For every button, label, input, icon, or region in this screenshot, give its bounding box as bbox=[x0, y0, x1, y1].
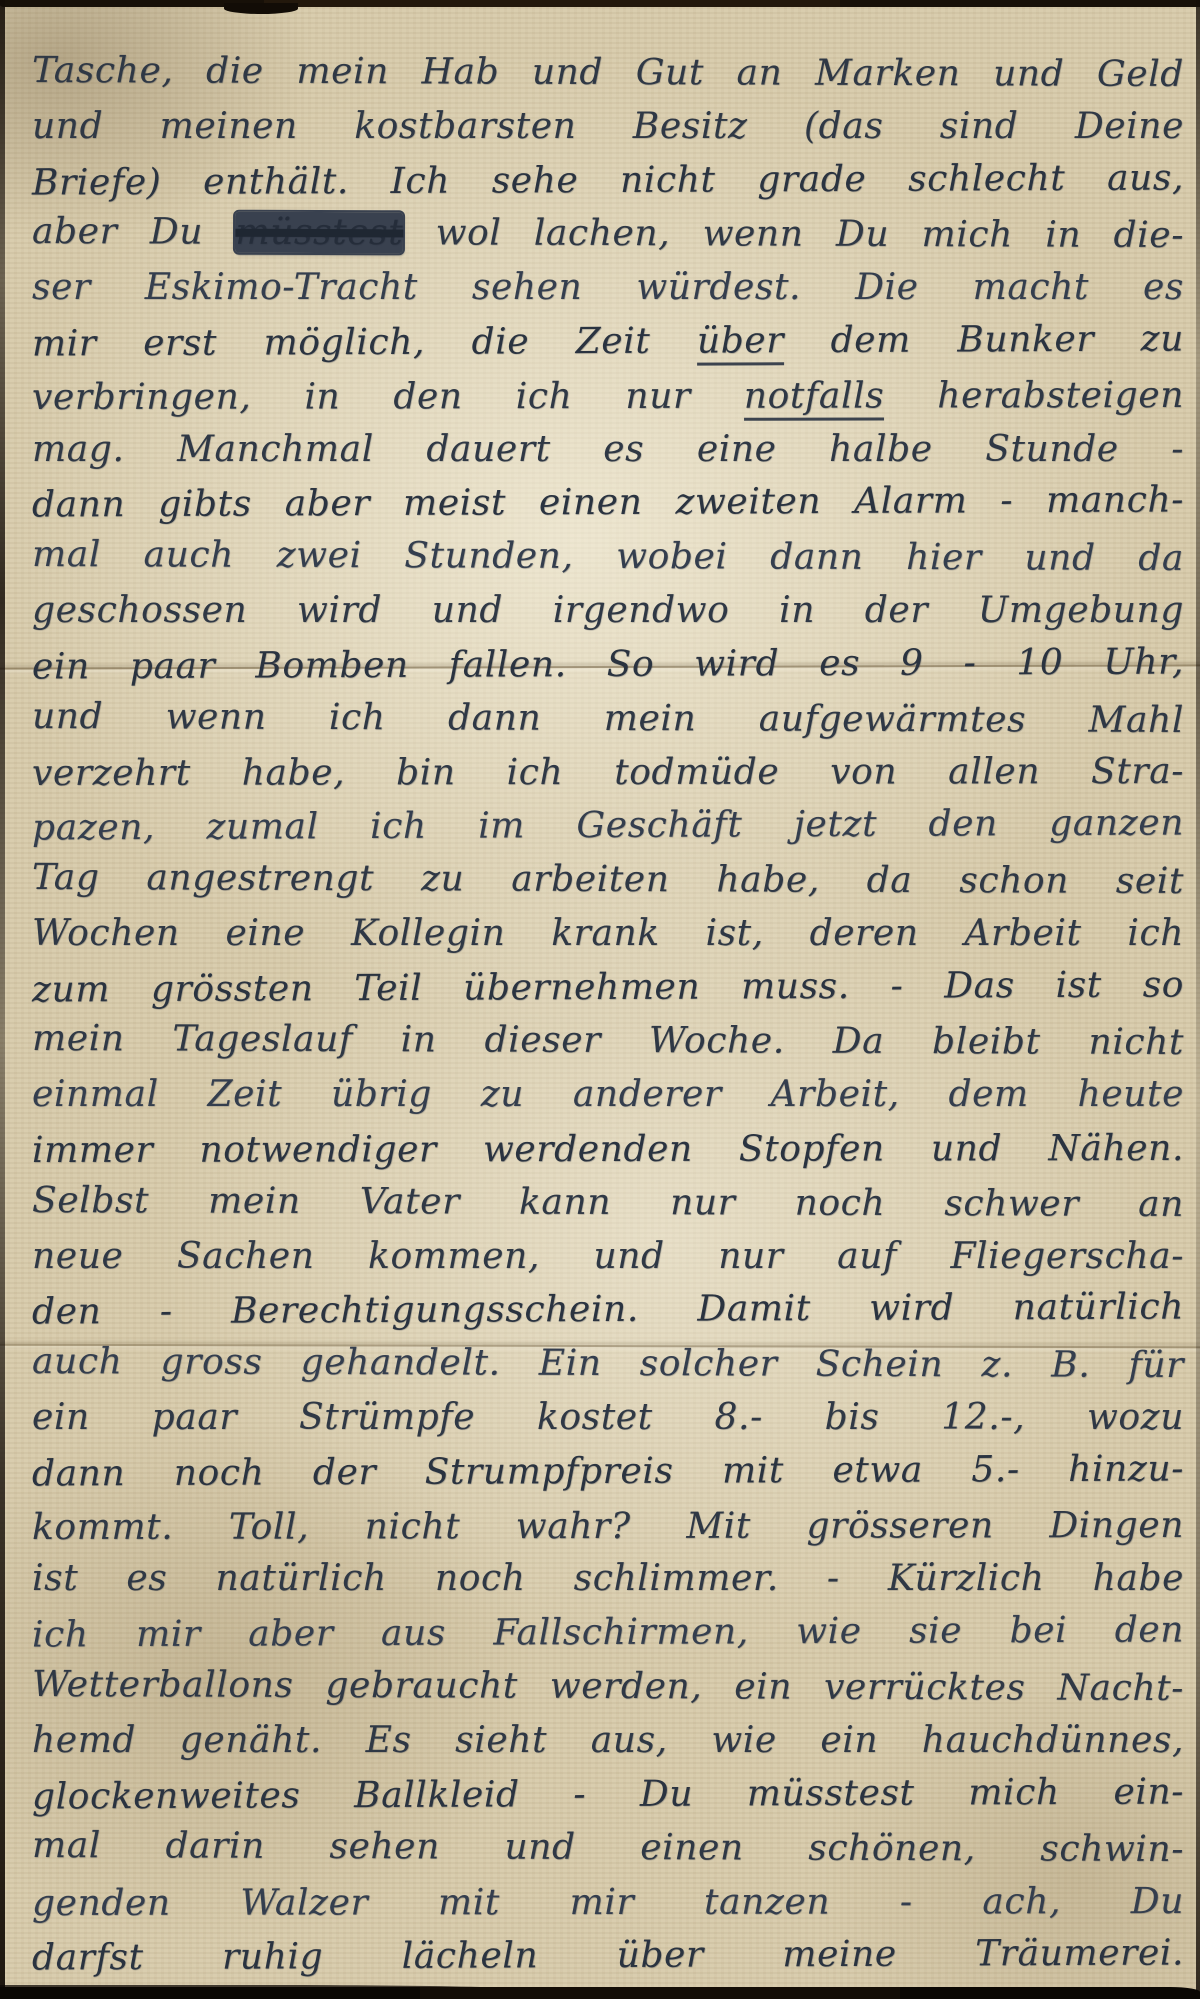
handwriting-segment: mal darin sehen und einen schönen, schwin- bbox=[31, 1825, 1185, 1871]
handwriting-segment: immer notwendiger werdenden Stopfen und Nähen. bbox=[31, 1127, 1185, 1171]
handwriting-segment: genden Walzer mit mir tanzen - ach, Du bbox=[31, 1881, 1185, 1925]
handwriting-line bbox=[32, 1604, 1184, 1663]
handwriting-segment: ser Eskimo-Tracht sehen würdest. Die macht es bbox=[32, 267, 1184, 309]
handwriting-line bbox=[32, 474, 1184, 533]
handwriting-line bbox=[32, 797, 1184, 856]
handwriting-line bbox=[32, 851, 1184, 909]
handwriting-segment: geschossen wird und irgendwo in der Umgebung bbox=[32, 589, 1184, 631]
handwriting-segment: darfst ruhig lächeln über meine Träumerei. bbox=[31, 1932, 1185, 1979]
handwriting-line bbox=[32, 1658, 1184, 1716]
handwriting-line bbox=[32, 584, 1184, 638]
scan-edge-mark bbox=[224, 3, 298, 14]
handwriting-segment: dem Bunker zu bbox=[783, 318, 1185, 362]
handwriting-line bbox=[32, 312, 1184, 371]
letter-body bbox=[32, 46, 1184, 1983]
handwriting-segment: mein Tageslauf in dieser Woche. Da bleibt nicht bbox=[31, 1018, 1185, 1064]
handwriting-line bbox=[32, 44, 1184, 102]
handwriting-line bbox=[32, 1012, 1184, 1070]
handwriting-segment: hemd genäht. Es sieht aus, wie ein hauchdünnes, bbox=[32, 1719, 1184, 1761]
handwriting-line bbox=[32, 1819, 1184, 1877]
handwriting-segment: und wenn ich dann mein aufgewärmtes Mahl bbox=[31, 695, 1185, 741]
handwriting-line bbox=[32, 690, 1184, 748]
scan-edge-left bbox=[0, 0, 5, 1999]
handwriting-segment: Tasche, die mein Hab und Gut an Marken und Geld bbox=[31, 49, 1185, 96]
handwriting-segment: ich mir aber aus Fallschirmen, wie sie bei den bbox=[31, 1609, 1185, 1656]
handwriting-segment: ist es natürlich noch schlimmer. - Kürzlich habe bbox=[32, 1558, 1184, 1600]
scan-edge-top bbox=[0, 0, 1200, 7]
handwriting-line bbox=[32, 1552, 1184, 1606]
handwriting-line bbox=[32, 1281, 1184, 1340]
underlined-word: über bbox=[697, 320, 784, 365]
handwriting-segment: mal auch zwei Stunden, wobei dann hier und da bbox=[31, 534, 1185, 580]
handwriting-line bbox=[32, 1499, 1184, 1555]
handwriting-line bbox=[32, 635, 1184, 694]
handwriting-line bbox=[32, 1335, 1184, 1393]
handwriting-line bbox=[32, 907, 1184, 961]
handwriting-line bbox=[32, 1174, 1184, 1232]
handwriting-segment: pazen, zumal ich im Geschäft jetzt den ganzen bbox=[31, 802, 1185, 849]
handwriting-line bbox=[32, 1391, 1184, 1445]
handwriting-segment: kommt. Toll, nicht wahr? Mit grösseren Dingen bbox=[31, 1504, 1185, 1548]
handwriting-line bbox=[32, 100, 1184, 154]
handwriting-segment: Wochen eine Kollegin krank ist, deren Arbeit ich bbox=[32, 912, 1184, 954]
handwriting-segment: Briefe) enthält. Ich sehe nicht grade schlecht aus, bbox=[31, 157, 1185, 204]
handwriting-segment: zum grössten Teil übernehmen muss. - Das ist so bbox=[31, 964, 1185, 1011]
handwriting-segment: dann gibts aber meist einen zweiten Alarm - manch- bbox=[31, 479, 1185, 526]
handwriting-line bbox=[32, 423, 1184, 477]
handwriting-line bbox=[32, 1068, 1184, 1122]
handwriting-line bbox=[32, 1765, 1184, 1824]
handwriting-segment: verzehrt habe, bin ich todmüde von allen Stra- bbox=[31, 751, 1185, 795]
handwriting-line bbox=[32, 261, 1184, 315]
handwriting-segment: Tag angestrengt zu arbeiten habe, da schon seit bbox=[31, 856, 1185, 902]
handwriting-segment: ein paar Strümpfe kostet 8.- bis 12.-, wozu bbox=[32, 1396, 1184, 1438]
handwriting-segment: verbringen, in den ich nur bbox=[31, 375, 744, 418]
handwriting-segment: Wetterballons gebraucht werden, ein verrücktes Nacht- bbox=[31, 1663, 1185, 1709]
handwriting-line bbox=[32, 745, 1184, 801]
handwriting-line bbox=[32, 151, 1184, 210]
handwriting-line bbox=[32, 369, 1184, 425]
handwriting-segment: wol lachen, wenn Du mich in die- bbox=[403, 212, 1185, 257]
handwriting-segment: ein paar Bomben fallen. So wird es 9 - 10 Uhr, bbox=[31, 641, 1185, 688]
scan-edge-bottom bbox=[0, 1987, 1200, 1999]
handwriting-segment: dann noch der Strumpfpreis mit etwa 5.- hinzu- bbox=[31, 1448, 1185, 1495]
crossed-out-word: müsstest bbox=[235, 212, 404, 254]
handwriting-line bbox=[32, 205, 1184, 263]
handwriting-line bbox=[32, 958, 1184, 1017]
handwriting-segment: neue Sachen kommen, und nur auf Fliegerscha- bbox=[32, 1235, 1184, 1277]
handwriting-segment: einmal Zeit übrig zu anderer Arbeit, dem heute bbox=[32, 1074, 1184, 1116]
handwriting-segment: Selbst mein Vater kann nur noch schwer an bbox=[31, 1179, 1185, 1225]
underlined-word: notfalls bbox=[744, 375, 885, 420]
handwriting-line bbox=[32, 528, 1184, 586]
handwriting-line bbox=[32, 1926, 1184, 1985]
scan-edge-right bbox=[1196, 0, 1200, 1999]
handwriting-segment: aber Du bbox=[31, 211, 236, 254]
handwriting-segment: mir erst möglich, die Zeit bbox=[31, 320, 697, 365]
handwriting-segment: den - Berechtigungsschein. Damit wird natürlich bbox=[31, 1286, 1185, 1333]
handwriting-segment: mag. Manchmal dauert es eine halbe Stunde - bbox=[32, 428, 1184, 470]
handwriting-segment: und meinen kostbarsten Besitz (das sind Deine bbox=[32, 105, 1184, 147]
handwriting-line bbox=[32, 1230, 1184, 1284]
handwriting-segment: auch gross gehandelt. Ein solcher Schein z. B. für bbox=[31, 1341, 1185, 1387]
handwriting-line bbox=[32, 1122, 1184, 1178]
handwriting-line bbox=[32, 1442, 1184, 1501]
handwriting-line bbox=[32, 1875, 1184, 1931]
handwriting-segment: herabsteigen bbox=[884, 374, 1185, 417]
handwriting-segment: glockenweites Ballkleid - Du müsstest mich ein- bbox=[31, 1770, 1185, 1818]
handwriting-line bbox=[32, 1714, 1184, 1768]
